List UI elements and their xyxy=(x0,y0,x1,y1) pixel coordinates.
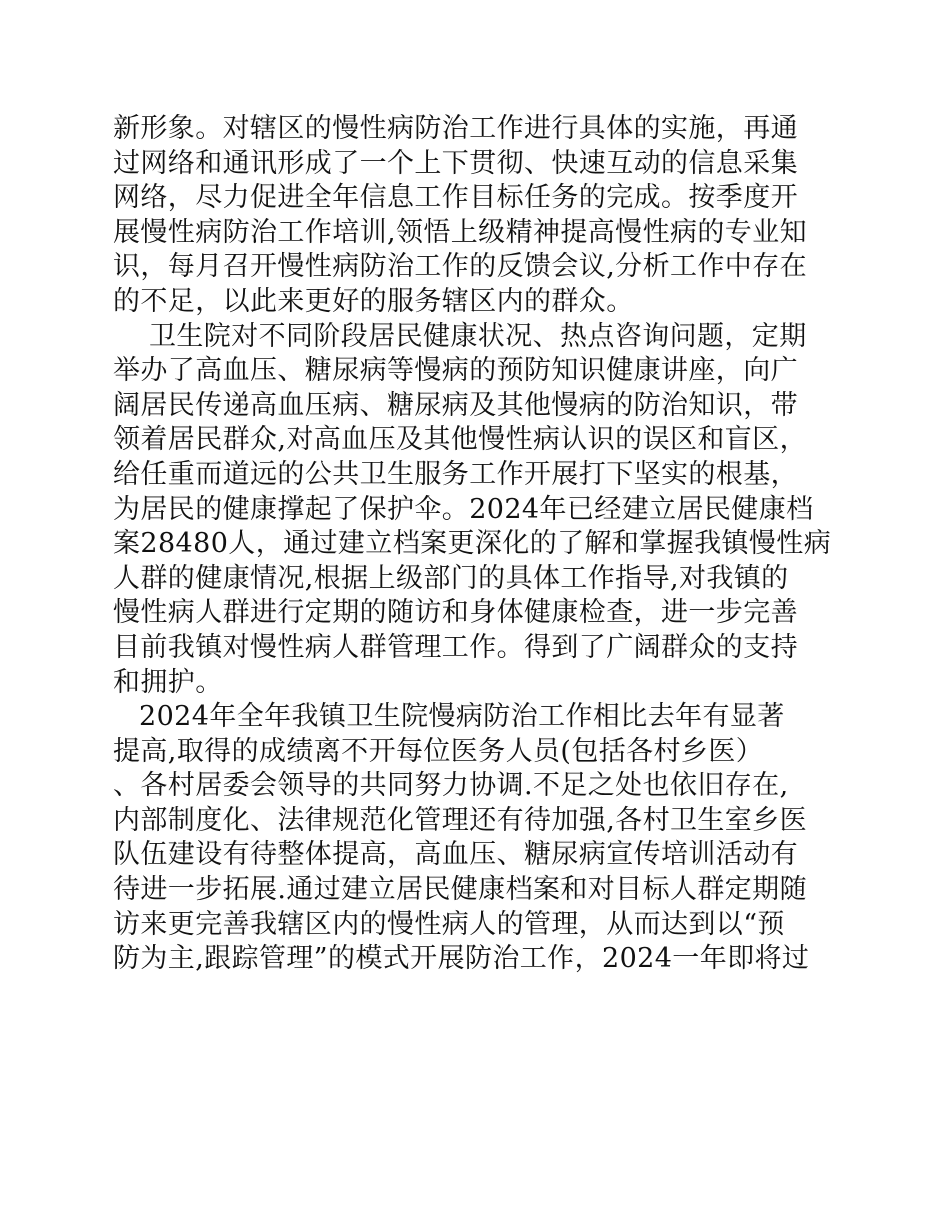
text-line: 为居民的健康撑起了保护伞。2024年已经建立居民健康档 xyxy=(113,493,814,525)
text-line: 慢性病人群进行定期的随访和身体健康检查，进一步完善 xyxy=(113,597,798,629)
text-line: 案28480人，通过建立档案更深化的了解和掌握我镇慢性病 xyxy=(113,528,832,560)
text-line: 识，每月召开慢性病防治工作的反馈会议,分析工作中存在 xyxy=(113,251,807,283)
document-body xyxy=(113,112,873,977)
text-line: 的不足，以此来更好的服务辖区内的群众。 xyxy=(113,285,634,317)
text-line: 提高,取得的成绩离不开每位医务人员(包括各村乡医） xyxy=(113,735,764,767)
text-line: 队伍建设有待整体提高，高血压、糖尿病宣传培训活动有 xyxy=(113,839,798,871)
paragraph-start-line: 2024年全年我镇卫生院慢病防治工作相比去年有显著 xyxy=(139,701,785,733)
text-line: 给任重而道远的公共卫生服务工作开展打下坚实的根基， xyxy=(113,458,798,490)
text-line: 领着居民群众,对高血压及其他慢性病认识的误区和盲区， xyxy=(113,424,807,456)
paragraph-start-line: 卫生院对不同阶段居民健康状况、热点咨询问题，定期 xyxy=(149,320,807,352)
text-line: 内部制度化、法律规范化管理还有待加强,各村卫生室乡医 xyxy=(113,804,807,836)
text-line: 待进一步拓展.通过建立居民健康档案和对目标人群定期随 xyxy=(113,874,807,906)
text-line: 防为主,跟踪管理”的模式开展防治工作，2024一年即将过 xyxy=(113,943,810,975)
text-line: 举办了高血压、糖尿病等慢病的预防知识健康讲座，向广 xyxy=(113,355,798,387)
text-line: 新形象。对辖区的慢性病防治工作进行具体的实施，再通 xyxy=(113,113,798,144)
text-line: 和拥护。 xyxy=(113,666,223,698)
text-line: 访来更完善我辖区内的慢性病人的管理，从而达到以“预 xyxy=(113,908,785,940)
text-line: 、各村居委会领导的共同努力协调.不足之处也依旧存在, xyxy=(113,770,789,802)
text-line: 网络，尽力促进全年信息工作目标任务的完成。按季度开 xyxy=(113,182,798,214)
text-line: 展慢性病防治工作培训,领悟上级精神提高慢性病的专业知 xyxy=(113,216,807,248)
text-line: 过网络和通讯形成了一个上下贯彻、快速互动的信息采集 xyxy=(113,147,798,179)
text-line: 目前我镇对慢性病人群管理工作。得到了广阔群众的支持 xyxy=(113,631,798,663)
text-line: 阔居民传递高血压病、糖尿病及其他慢病的防治知识，带 xyxy=(113,389,798,421)
text-line: 人群的健康情况,根据上级部门的具体工作指导,对我镇的 xyxy=(113,562,789,594)
